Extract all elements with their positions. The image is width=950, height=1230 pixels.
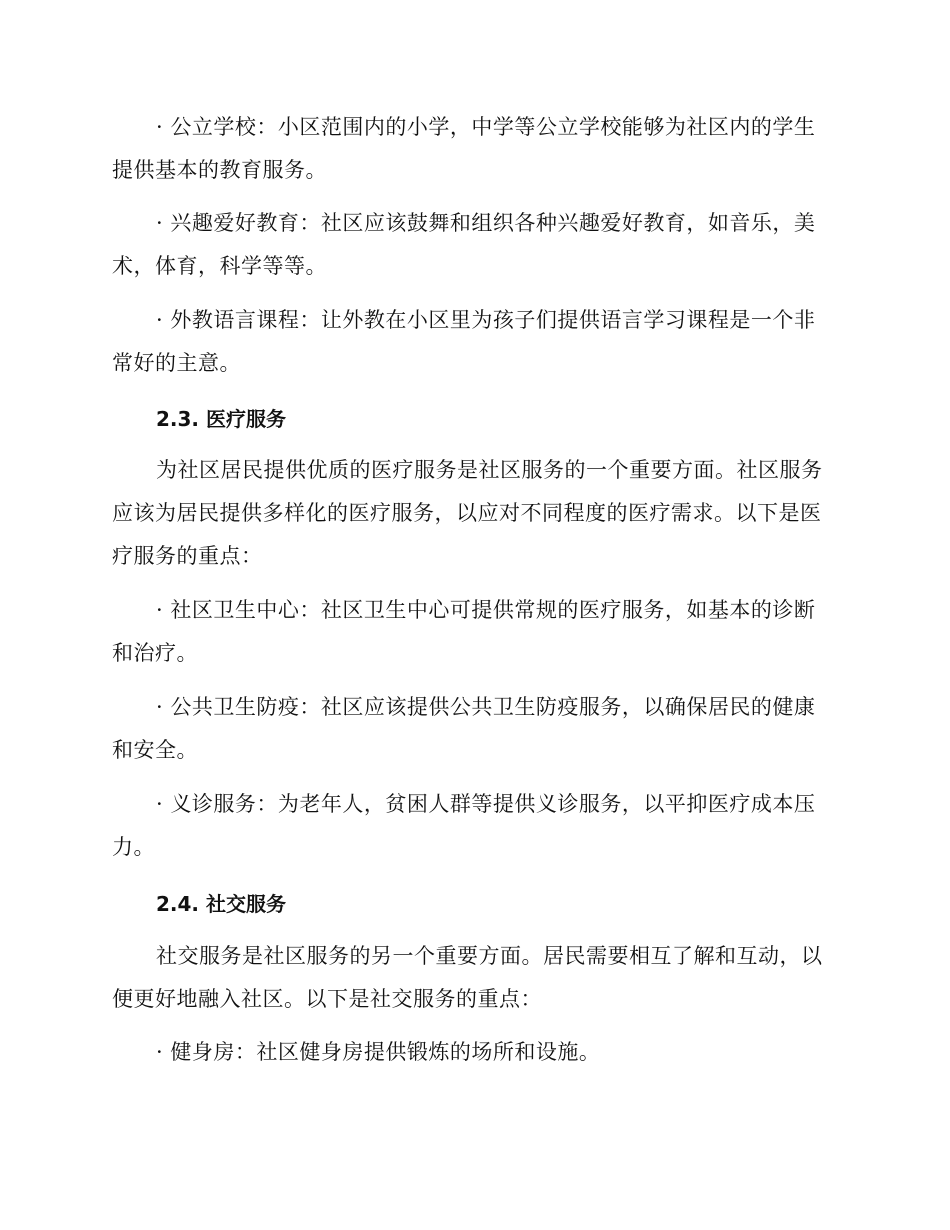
section-heading-medical: 2.3. 医疗服务 [156,407,286,431]
paragraph-social-intro: 社交服务是社区服务的另一个重要方面。居民需要相互了解和互动，以便更好地融入社区。以下是社交服务的重点： [112,944,823,1011]
section-heading-social: 2.4. 社交服务 [156,892,286,916]
paragraph-free-clinic: · 义诊服务：为老年人，贫困人群等提供义诊服务，以平抑医疗成本压力。 [112,792,816,859]
paragraph-foreign-language: · 外教语言课程：让外教在小区里为孩子们提供语言学习课程是一个非常好的主意。 [112,308,816,375]
paragraph-public-health: · 公共卫生防疫：社区应该提供公共卫生防疫服务，以确保居民的健康和安全。 [112,695,816,762]
paragraph-health-center: · 社区卫生中心：社区卫生中心可提供常规的医疗服务，如基本的诊断和治疗。 [112,598,816,665]
paragraph-hobby-education: · 兴趣爱好教育：社区应该鼓舞和组织各种兴趣爱好教育，如音乐，美术，体育，科学等等。 [112,211,816,278]
paragraph-gym: · 健身房：社区健身房提供锻炼的场所和设施。 [156,1040,601,1064]
paragraph-medical-intro: 为社区居民提供优质的医疗服务是社区服务的一个重要方面。社区服务应该为居民提供多样化的医疗服务，以应对不同程度的医疗需求。以下是医疗服务的重点： [112,458,823,568]
paragraph-public-schools: · 公立学校：小区范围内的小学，中学等公立学校能够为社区内的学生提供基本的教育服务。 [112,115,816,182]
